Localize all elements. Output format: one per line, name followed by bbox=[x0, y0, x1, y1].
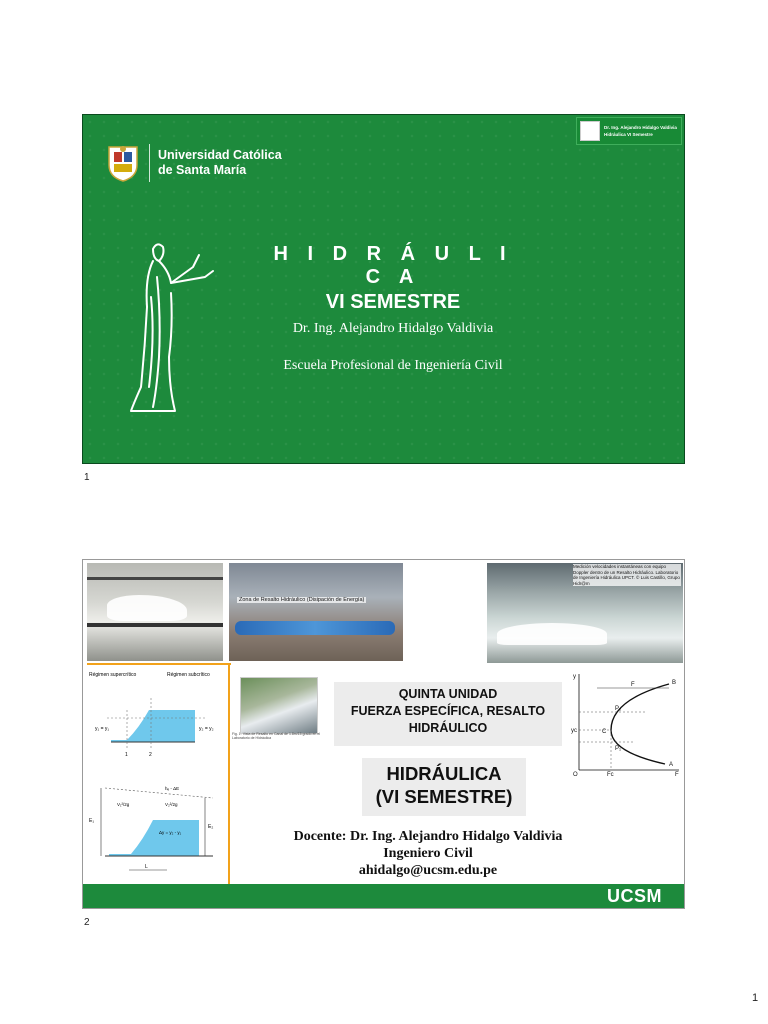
university-logo bbox=[105, 143, 282, 183]
section-2: 2 bbox=[149, 752, 152, 758]
channel-photo-caption: Fig. 1. Vista de Resalto en Canal de 1.8m/15 grado en el Laboratorio de Hidráulica bbox=[232, 732, 321, 740]
presentation-title: H I D R Á U L I C A bbox=[273, 243, 513, 288]
label-e2: E₂ bbox=[208, 824, 214, 830]
orange-divider-h bbox=[87, 663, 231, 665]
ucsm-brand: UCSM bbox=[607, 885, 662, 906]
graph-fc-label: Fc bbox=[607, 772, 614, 776]
label-v2: V₂²/2g bbox=[165, 802, 178, 807]
badge-thumbnail bbox=[580, 121, 600, 141]
graph-origin-label: O bbox=[573, 772, 578, 776]
coat-of-arms-icon bbox=[105, 143, 141, 183]
slide-number-2: 2 bbox=[84, 917, 90, 928]
unit-line1: QUINTA UNIDAD bbox=[398, 687, 498, 701]
graph-y-label: y bbox=[573, 674, 576, 680]
instructor-title: Ingeniero Civil bbox=[383, 846, 473, 861]
orange-divider-v bbox=[228, 663, 230, 885]
jump-diagram-1 bbox=[87, 668, 225, 776]
author-name: Dr. Ing. Alejandro Hidalgo Valdivia bbox=[292, 321, 494, 336]
instructor-email[interactable]: ahidalgo@ucsm.edu.pe bbox=[358, 863, 498, 878]
graph-c-label: C bbox=[602, 729, 607, 735]
slide-footer bbox=[83, 884, 684, 908]
instructor-info bbox=[253, 828, 603, 879]
graph-f-label: F bbox=[631, 682, 635, 688]
course-line2: (VI SEMESTRE) bbox=[375, 786, 513, 807]
label-subcritical: Régimen subcrítico bbox=[167, 672, 210, 678]
page-number: 1 bbox=[752, 992, 759, 1004]
photo2-caption: Zona de Resalto Hidráulico (Disipación de Energía) bbox=[239, 597, 365, 603]
graph-yc-label: yc bbox=[571, 728, 577, 734]
label-supercritical: Régimen supercrítico bbox=[89, 672, 137, 678]
slide-1 bbox=[82, 114, 685, 464]
graph-b-label: B bbox=[672, 680, 677, 686]
photo3-caption: Medición velocidades instantáneas con equipo Doppler dentro de un Resalto Hidráulico. Laboratorio de Ingeniería Hidráulica UPCT. © Luis Castillo, Grupo Hidr@m bbox=[573, 564, 680, 586]
university-name-line2: de Santa María bbox=[158, 163, 247, 177]
jump-diagram-2 bbox=[87, 782, 225, 882]
logo-divider bbox=[149, 144, 150, 182]
slide-number-1: 1 bbox=[84, 472, 90, 483]
channel-photo bbox=[240, 677, 318, 734]
badge-author: Dr. Ing. Alejandro Hidalgo Valdivia bbox=[604, 125, 677, 130]
specific-force-graph bbox=[571, 670, 683, 776]
course-line1: HIDRÁULICA bbox=[386, 763, 502, 784]
label-length: L bbox=[145, 864, 148, 870]
slide-2 bbox=[82, 559, 685, 909]
presentation-subtitle: VI SEMESTRE bbox=[325, 291, 461, 313]
unit-line3: HIDRÁULICO bbox=[408, 721, 488, 735]
school-name: Escuela Profesional de Ingeniería Civil bbox=[283, 358, 503, 373]
label-dy: Δy = y₂ - y₁ bbox=[159, 830, 182, 835]
unit-title-box bbox=[334, 682, 562, 746]
hydraulic-jump-photo bbox=[229, 563, 403, 661]
graph-a-label: A bbox=[669, 762, 674, 768]
label-v1: V₁²/2g bbox=[117, 802, 130, 807]
flume-photo-1 bbox=[87, 563, 223, 661]
unit-line2: FUERZA ESPECÍFICA, RESALTO bbox=[350, 704, 546, 718]
graph-p2-label: P₂ bbox=[615, 706, 622, 712]
doppler-photo bbox=[487, 563, 683, 663]
slide-badge bbox=[576, 117, 682, 145]
graph-p1-label: P₁ bbox=[615, 746, 622, 752]
badge-course: Hidráulica VI Semestre bbox=[604, 132, 653, 137]
label-y1: y₁ = y₁ bbox=[95, 726, 110, 732]
graph-f-axis-label: F bbox=[675, 772, 679, 776]
label-y2: y₂ = y₂ bbox=[199, 726, 214, 732]
university-name-line1: Universidad Católica bbox=[158, 148, 282, 162]
course-title-box bbox=[362, 758, 526, 816]
instructor-name: Docente: Dr. Ing. Alejandro Hidalgo Valdivia bbox=[293, 829, 563, 844]
label-e1: E₁ bbox=[89, 818, 95, 824]
section-1: 1 bbox=[125, 752, 128, 758]
virgin-figure-icon bbox=[123, 237, 223, 417]
label-energy-loss: hₑ - ΔE bbox=[165, 786, 180, 791]
